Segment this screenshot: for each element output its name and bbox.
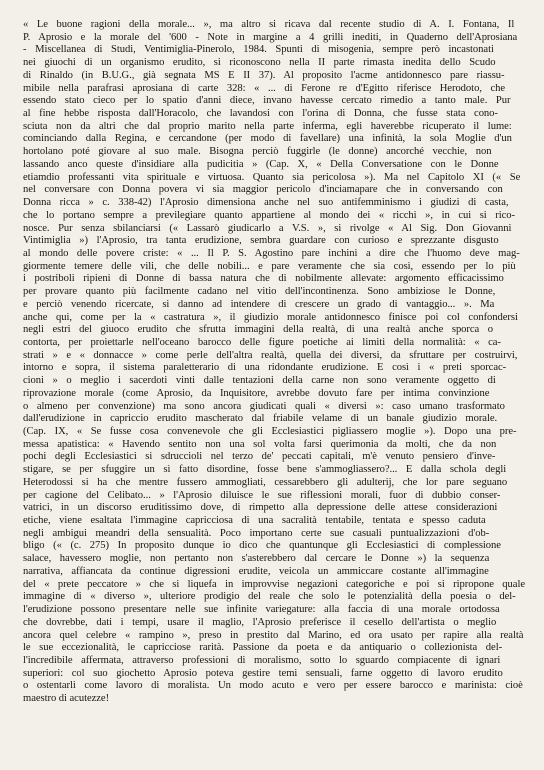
text-line: contorta, per proiettarle nell'oceano barocco delle figure poetiche ai limiti della normalità: « ca-: [23, 336, 501, 348]
text-line: le sue eccezionalità, le capricciose rarità. Passione da poeta e da antiquario o collezionista del-: [23, 642, 503, 654]
text-line: nosce. Pur senza sbilanciarsi (« Lassarò giudicarlo a V.S. », si rivolge « Al Sig. Don Giovanni: [23, 222, 512, 234]
text-line: nel conversare con Donna povera vi sia maggior pericolo d'inciamapare che in conversando con: [23, 184, 503, 196]
text-line: maestro di acutezze!: [23, 693, 110, 705]
text-line: Vintimiglia ») l'Aprosio, tra tanta erudizione, sembra guardare con curioso e sprezzante disgusto: [23, 235, 499, 247]
text-line: che dovrebbe, dati i tempi, usare il maglio, l'Aprosio preferisce il cesello dell'artista o meglio: [23, 616, 497, 628]
text-line: cominciando dalla Regina, e cercandone (per modo di favellare) una infinità, la sola Moglie d'un: [23, 133, 512, 145]
text-line: sciuta non da altri che dal proprio marito nella parte inferma, egli haverebbe ricuperato il lume:: [23, 120, 512, 132]
text-line: etiche, viene esaltata l'immagine capricciosa di una sacralità tentabile, tentata e spesso caduta: [23, 515, 486, 527]
text-line: lassando anco queste d'insidiare alla pudicitia » (Cap. X, « Della Conversatione con le Donne: [23, 158, 499, 170]
text-line: anche qui, come per la « castratura », il giudizio morale antidonnesco finisce poi col confondersi: [23, 311, 518, 323]
text-line: i postriboli ripieni di Donne di bassa natura che di nobilmente allevate: argomento efficacissimo: [23, 273, 504, 285]
text-line: l'incredibile affermata, attraverso professioni di moralismo, sotto lo sguardo compiacente di ignari: [23, 654, 501, 666]
text-line: mibile nella parafrasi aprosiana di carte 328: « ... di Ferone re d'Egitto riferisce Herodoto, che: [23, 82, 506, 94]
text-line: strati » e « donnacce » come perle dell'altra realtà, quella dei diversi, da sfruttare per costruirvi,: [23, 349, 518, 361]
text-line: l'erudizione possono presentare nelle sue infinite variegature: alla faccia di una morale ortodossa: [23, 604, 500, 616]
text-line: P. Aprosio e la morale del '600 - Note in margine a 4 grilli inediti, in Quaderno dell'Aprosiana: [23, 31, 518, 43]
text-line: narrativa, affiancata da continue digressioni erudite, veicola un ammiccare costante all'immagine: [23, 565, 489, 577]
text-line: essendo stato cieco per lo spatio d'anni diece, invano havesse cercato rimedio a tanto male. Pur: [23, 95, 511, 107]
text-line: negli ambigui meandri della sensualità. Poco importano certe sue casuali puntualizzazioni d'ob-: [23, 527, 490, 539]
text-line: stigare, se per sfuggire un sì fatto disordine, fosse bene s'ammogliassero?... E dalla schola degli: [23, 464, 507, 476]
text-line: negli estri del giuoco erudito che sfrutta immagini della realtà, di una realtà anche sporca o: [23, 324, 494, 336]
text-line: intorno e sopra, il sistema paraletterario di una ridondante erudizione. E così i « preti sporcac-: [23, 362, 507, 374]
text-line: riprovazione morale (come Aprosio, da Inquisitore, avrebbe dovuto fare per intima convinzione: [23, 387, 490, 399]
text-line: etiamdio professanti vita spirituale e virtuosa. Quanto sia pericolosa »). Ma nel Capitolo XI (« Se: [23, 171, 521, 183]
text-line: o almeno per convenzione) ma sono ancora giudicati quali « diversi »: caso umano trasformato: [23, 400, 505, 412]
text-line: o ostentarli come lavoro di moralista. Un modo acuto e vero per essere barocco e marinista: cioè: [23, 680, 523, 692]
text-line: superiori: col suo giochetto Aprosio poteva gestire temi sensuali, farne oggetto di lavoro erudito: [23, 667, 503, 679]
text-line: che lo portano sempre a previlegiare quanto appartiene al mondo dei « ricchi », in cui si rico-: [23, 209, 516, 221]
text-line: Donna ricca » c. 338-42) l'Aprosio dimensiona anche nel suo antifemminismo i giudizi di casta,: [23, 197, 509, 209]
text-line: del « prete peccatore » che si liquefa in improvvise negazioni categoriche e poi si ripropone quale: [23, 578, 525, 590]
text-line: (Cap. IX, « Se fusse cosa convenevole che gli Ecclesiastici pigliassero moglie »). Dopo una pre-: [23, 426, 517, 437]
text-line: giormente temere delle vili, che delle nobili... e pare veramente che sia così, essendo per lo più: [23, 260, 516, 272]
text-line: « Le buone ragioni della morale... », ma altro si ricava dal recente studio di A. I. Fontana, Il: [23, 19, 515, 30]
text-line: vatrici, in un discorso eruditissimo dove, di rimpetto alla depressione delle attese considerazioni: [23, 502, 498, 514]
text-line: per cagione del Celibato... » l'Aprosio diluisce le sue riflessioni morali, fuor di dubbio conser-: [23, 489, 501, 501]
text-line: di Rinaldo (in B.U.G., già segnata MS E II 37). Al proposito l'acme antidonnesco pare riassu-: [23, 69, 505, 81]
text-line: immagine di « diverso », ulteriore prodigio del reale che solo le potenzialità della poesia o del-: [23, 591, 516, 603]
text-line: salace, havessero moglie, non pertanto non s'asterebbero dal cercare le Donne ») la sequenza: [23, 553, 490, 565]
text-line: e perciò venendo ricercate, si danno ad intendere di crescere un grado di vantaggio... ». Ma: [23, 298, 495, 310]
text-line: al fine hebbe risposta dall'Horacolo, che lavandosi con l'orina di Donna, che fusse stata cono-: [23, 108, 498, 120]
text-line: cioni » o meglio i sacerdoti vinti dalle tentazioni della carne non sono veramente oggetto di: [23, 375, 496, 387]
body-text: [23, 19, 525, 706]
text-line: bligo (« (c. 275) In proposito dunque io dico che quantunque gli Ecclesiastici di complessione: [23, 540, 501, 552]
text-line: hortolano poté giovare al suo male. Bisogna perciò fuggirle (le donne) ancorché vecchie, non: [23, 146, 492, 158]
text-line: Heterodossi si ha che mentre fussero ammogliati, cessarebbero gli adulterij, che lor pare seguano: [23, 476, 508, 488]
text-line: ancora quel celebre « rampino », preso in prestito dal Marino, ed ora usato per rapire alla realtà: [23, 629, 524, 641]
text-line: al mondo delle povere criste: « ... Il P. S. Agostino pare inchini a dire che l'huomo deve mag-: [23, 247, 520, 259]
text-line: - Miscellanea di Studi, Ventimiglia-Pinerolo, 1984. Spunti di misogenia, sempre però incastonati: [23, 44, 494, 56]
text-line: per provare quanto più facilmente cadano nel vitio dell'incontinenza. Sono ambiziose le Donne,: [23, 286, 496, 298]
text-line: nei giuochi di un organismo erudito, si riconoscono nella II parte rimasta inedita dello Scudo: [23, 57, 496, 69]
text-line: dall'erudizione in capriccio erudito mascherato dal friabile velame di un banale giudizio morale.: [23, 413, 498, 425]
text-line: pochi degli Ecclesiastici si sdruccioli nel terzo de' peccati capitali, m'è venuto pensiero d'inve-: [23, 451, 496, 463]
text-line: messa apatistica: « Havendo sentito non una sol volta farsi querimonia da molti, che da non: [23, 438, 497, 450]
